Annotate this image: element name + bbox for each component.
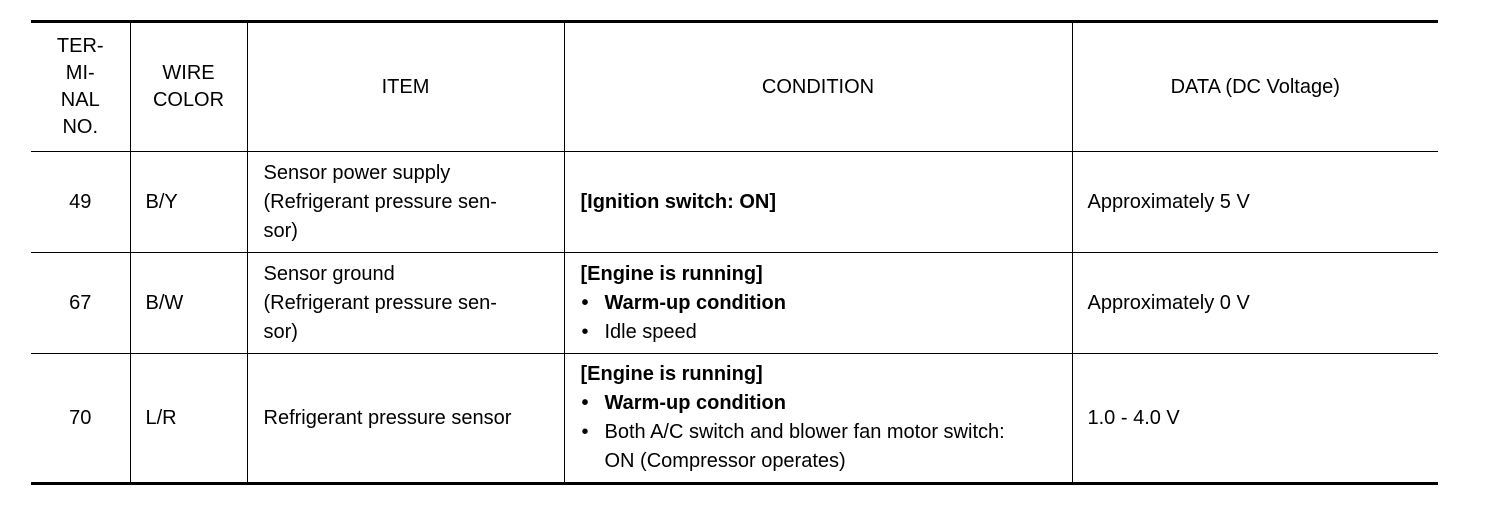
item-cell (247, 253, 564, 354)
data-value: Approximately 5 V (1072, 152, 1438, 253)
condition-list (581, 289, 1072, 347)
header-terminal-line: TER- (56, 35, 104, 57)
item-line: sor) (263, 219, 298, 242)
wire-color: B/W (130, 253, 247, 354)
header-terminal-no (31, 22, 130, 152)
condition-cell (564, 152, 1072, 253)
wire-color: B/Y (130, 152, 247, 253)
wire-color: L/R (130, 354, 247, 484)
condition-title: [Engine is running] (580, 363, 763, 385)
header-row (31, 22, 1438, 152)
item-line: Sensor power supply (263, 161, 451, 184)
header-data: DATA (DC Voltage) (1072, 22, 1438, 152)
header-terminal-line: MI- (65, 62, 95, 84)
terminal-number: 49 (31, 152, 130, 253)
item-line: (Refrigerant pressure sen- (263, 190, 497, 213)
data-value: Approximately 0 V (1072, 253, 1438, 354)
header-condition: CONDITION (564, 22, 1072, 152)
item-line: Refrigerant pressure sensor (263, 406, 512, 429)
header-item: ITEM (247, 22, 564, 152)
header-wire-line: COLOR (152, 89, 225, 111)
data-value: 1.0 - 4.0 V (1072, 354, 1438, 484)
table-row (31, 253, 1438, 354)
condition-bullet: • Idle speed (581, 318, 1072, 347)
header-terminal-line: NO. (62, 116, 99, 138)
terminal-number: 70 (31, 354, 130, 484)
table-row (31, 354, 1438, 484)
condition-cell (564, 253, 1072, 354)
condition-list (581, 389, 1072, 476)
condition-cell (564, 354, 1072, 484)
condition-bullet: • Warm-up condition (581, 289, 1072, 318)
condition-bullet: • Both A/C switch and blower fan motor switch: ON (Compressor operates) (581, 418, 1072, 476)
table-row (31, 152, 1438, 253)
item-line: sor) (263, 320, 298, 343)
condition-title: [Ignition switch: ON] (580, 190, 777, 213)
item-line: (Refrigerant pressure sen- (263, 291, 497, 314)
item-cell (247, 152, 564, 253)
terminal-number: 67 (31, 253, 130, 354)
condition-bullet: • Warm-up condition (581, 389, 1072, 418)
item-cell (247, 354, 564, 484)
header-wire-color (130, 22, 247, 152)
condition-title: [Engine is running] (580, 262, 763, 285)
terminal-data-table (31, 20, 1438, 485)
header-wire-line: WIRE (162, 62, 215, 84)
header-terminal-line: NAL (60, 89, 100, 111)
item-line: Sensor ground (263, 262, 395, 285)
